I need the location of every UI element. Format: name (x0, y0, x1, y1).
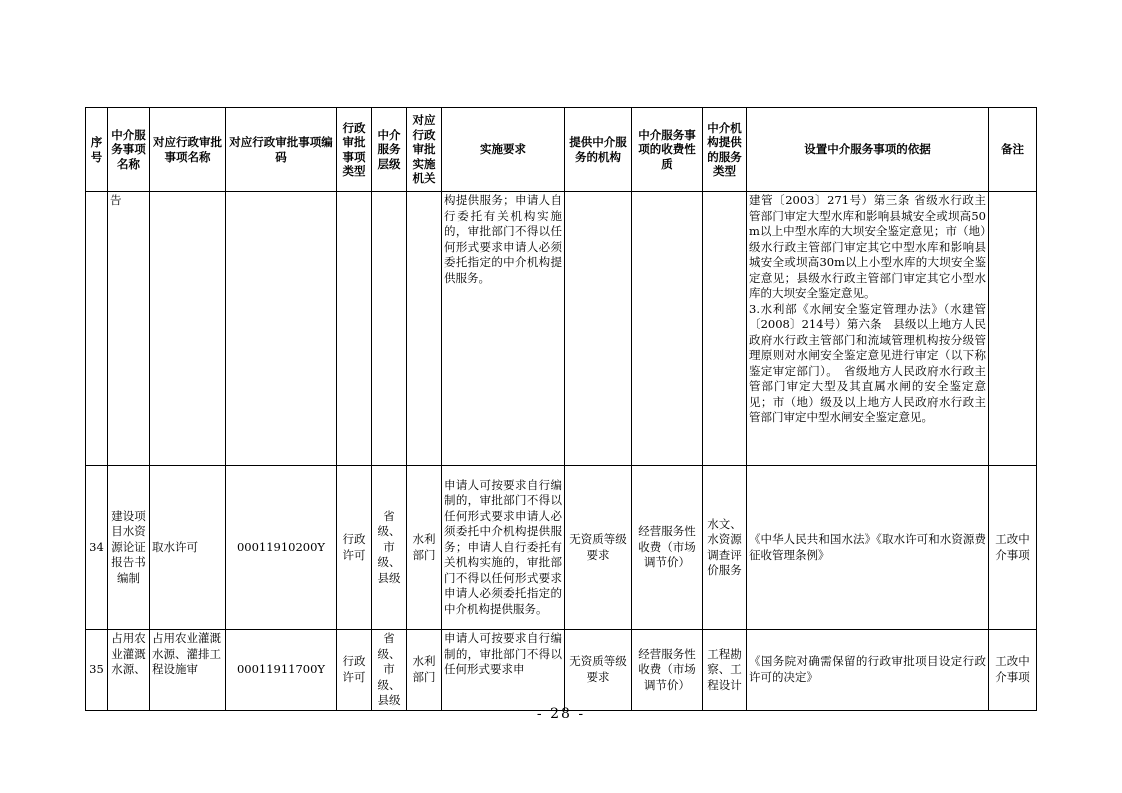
cell-level (372, 192, 407, 466)
cell-approval-name (150, 192, 226, 466)
header-approval-name: 对应行政审批事项名称 (150, 108, 226, 192)
cell-service-name: 建设项目水资源论证报告书编制 (108, 466, 150, 630)
cell-approval-name: 占用农业灌溉水源、灌排工程设施审 (150, 630, 226, 711)
cell-service-type (703, 192, 747, 466)
cell-approval-type (337, 192, 372, 466)
cell-remark (989, 192, 1037, 466)
cell-provider: 无资质等级要求 (565, 466, 632, 630)
cell-level: 省级、市级、县级 (372, 630, 407, 711)
table-row (86, 630, 1037, 711)
cell-approval-type: 行政许可 (337, 466, 372, 630)
header-level: 中介服务层级 (372, 108, 407, 192)
header-approval-type: 行政审批事项类型 (337, 108, 372, 192)
cell-approval-code: 00011910200Y (226, 466, 337, 630)
cell-basis: 建管〔2003〕271号）第三条 省级水行政主管部门审定大型水库和影响县城安全或坝高50m以上中型水库的大坝安全鉴定意见；市（地）级水行政主管部门审定其它中型水库和影响县城安全或坝高30m以上小型水库的大坝安全鉴定意见；县级水行政主管部门审定其它小型水库的大坝安全鉴定意见。 3.水利部《水闸安全鉴定管理办法》（水建管〔2008〕214号）第六条 县级以上地方人民政府水行政主管部门和流域管理机构按分级管理原则对水闸安全鉴定意见进行审定（以下称鉴定审定部门）。 省级地方人民政府水行政主管部门审定大型及其直属水闸的安全鉴定意见；市（地）级及以上地方人民政府水行政主管部门审定中型水闸安全鉴定意见。 (747, 192, 989, 466)
cell-seq: 35 (86, 630, 108, 711)
cell-requirement: 构提供服务；申请人自行委托有关机构实施的，审批部门不得以任何形式要求申请人必须委托指定的中介机构提供服务。 (442, 192, 565, 466)
header-remark: 备注 (989, 108, 1037, 192)
cell-provider (565, 192, 632, 466)
cell-requirement: 申请人可按要求自行编制的，审批部门不得以任何形式要求申请人必须委托中介机构提供服务；申请人自行委托有关机构实施的，审批部门不得以任何形式要求申请人必须委托指定的中介机构提供服务。 (442, 466, 565, 630)
cell-level: 省级、市级、县级 (372, 466, 407, 630)
header-service-name: 中介服务事项名称 (108, 108, 150, 192)
cell-authority: 水利部门 (407, 630, 442, 711)
cell-service-name: 占用农业灌溉水源、 (108, 630, 150, 711)
cell-authority (407, 192, 442, 466)
cell-seq (86, 192, 108, 466)
cell-fee: 经营服务性收费（市场调节价） (632, 630, 703, 711)
cell-approval-name: 取水许可 (150, 466, 226, 630)
header-service-type: 中介机构提供的服务类型 (703, 108, 747, 192)
cell-authority: 水利部门 (407, 466, 442, 630)
header-approval-code: 对应行政审批事项编码 (226, 108, 337, 192)
cell-remark: 工改中介事项 (989, 630, 1037, 711)
header-provider: 提供中介服务的机构 (565, 108, 632, 192)
table-row (86, 466, 1037, 630)
table-header-row (86, 108, 1037, 192)
cell-fee (632, 192, 703, 466)
cell-basis: 《中华人民共和国水法》《取水许可和水资源费征收管理条例》 (747, 466, 989, 630)
header-authority: 对应行政审批实施机关 (407, 108, 442, 192)
cell-approval-code (226, 192, 337, 466)
header-requirement: 实施要求 (442, 108, 565, 192)
header-seq: 序号 (86, 108, 108, 192)
cell-basis: 《国务院对确需保留的行政审批项目设定行政许可的决定》 (747, 630, 989, 711)
header-fee: 中介服务事项的收费性质 (632, 108, 703, 192)
cell-approval-code: 00011911700Y (226, 630, 337, 711)
cell-approval-type: 行政许可 (337, 630, 372, 711)
cell-provider: 无资质等级要求 (565, 630, 632, 711)
cell-service-type: 水文、水资源调查评价服务 (703, 466, 747, 630)
table-row (86, 192, 1037, 466)
intermediary-service-table (85, 107, 1037, 711)
page-number: - 28 - (536, 706, 586, 722)
cell-fee: 经营服务性收费（市场调节价） (632, 466, 703, 630)
cell-remark: 工改中介事项 (989, 466, 1037, 630)
cell-service-type: 工程勘察、工程设计 (703, 630, 747, 711)
cell-requirement: 申请人可按要求自行编制的，审批部门不得以任何形式要求申 (442, 630, 565, 711)
header-basis: 设置中介服务事项的依据 (747, 108, 989, 192)
cell-seq: 34 (86, 466, 108, 630)
cell-service-name: 告 (108, 192, 150, 466)
